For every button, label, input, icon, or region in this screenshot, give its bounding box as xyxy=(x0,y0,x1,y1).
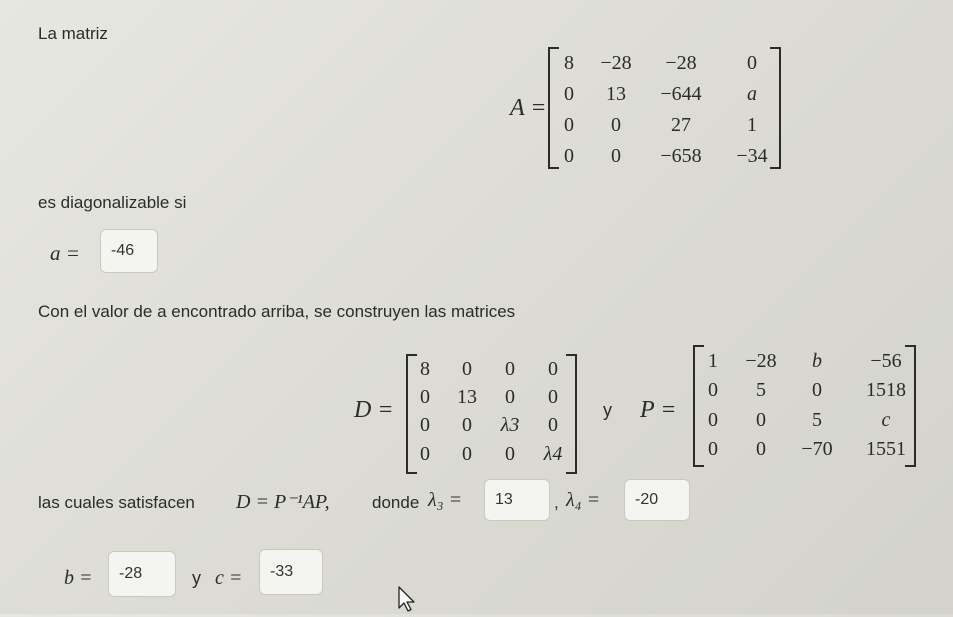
matrix-p-cell: −56 xyxy=(870,350,902,372)
matrix-d-cell: 0 xyxy=(462,414,472,436)
matrix-p-cell: 5 xyxy=(812,409,822,431)
equation-d-p-a-p: D = P⁻¹AP, xyxy=(236,491,330,513)
lambda3-answer-input[interactable] xyxy=(484,479,550,521)
matrix-a-cell: −28 xyxy=(665,52,697,74)
matrix-a-cell: 0 xyxy=(747,52,757,74)
matrix-d-label: D = xyxy=(354,397,394,423)
matrix-d-cell: λ3 xyxy=(500,414,520,436)
matrix-d-cell: λ4 xyxy=(543,443,563,465)
matrix-a-cell: −34 xyxy=(736,145,768,167)
matrix-p-cell: 0 xyxy=(756,438,766,460)
matrix-p-cell: b xyxy=(812,350,822,372)
matrix-d-cell: 0 xyxy=(548,358,558,380)
matrix-d-cell: 0 xyxy=(548,414,558,436)
matrix-p-cell: 0 xyxy=(756,409,766,431)
matrix-p-label: P = xyxy=(640,397,677,423)
matrix-d-cell: 0 xyxy=(462,443,472,465)
c-answer-value: -33 xyxy=(270,563,294,580)
matrix-a-cell: 13 xyxy=(606,83,626,105)
matrix-a-cell: 0 xyxy=(564,114,574,136)
matrix-p-cell: −28 xyxy=(745,350,777,372)
matrix-a-cell: 0 xyxy=(564,145,574,167)
lambda4-answer-value: -20 xyxy=(635,491,659,508)
conjunction-y: y xyxy=(603,400,612,420)
a-answer-value: -46 xyxy=(111,242,135,259)
conjunction-y-2: y xyxy=(192,568,201,588)
lambda4-label: λ₄ = xyxy=(566,489,601,511)
matrix-p-cell: 0 xyxy=(708,409,718,431)
matrix-a-cell: 0 xyxy=(611,114,621,136)
b-answer-input[interactable] xyxy=(108,551,176,597)
matrix-a-cell: −658 xyxy=(660,145,702,167)
matrix-a-cell: 0 xyxy=(564,83,574,105)
lambda3-answer-value: 13 xyxy=(495,491,513,508)
matrix-a-cell: 1 xyxy=(747,114,757,136)
matrix-p-cell: 1 xyxy=(708,350,718,372)
matrix-d-cell: 0 xyxy=(462,358,472,380)
diagonalizable-text: es diagonalizable si xyxy=(38,193,187,212)
matrix-d-cell: 0 xyxy=(505,386,515,408)
matrix-d-cell: 13 xyxy=(457,386,477,408)
lambda3-label: λ₃ = xyxy=(428,489,463,511)
matrix-p-cell: 0 xyxy=(812,379,822,401)
matrix-a-cell: −28 xyxy=(600,52,632,74)
matrix-a-cell: 8 xyxy=(564,52,574,74)
matrix-d-cell: 0 xyxy=(505,358,515,380)
matrix-d-cell: 0 xyxy=(505,443,515,465)
matrix-a-cell: 27 xyxy=(671,114,691,136)
a-label: a = xyxy=(50,241,80,265)
b-answer-value: -28 xyxy=(119,565,143,582)
matrix-d-cell: 0 xyxy=(420,414,430,436)
matrix-a-cell: −644 xyxy=(660,83,702,105)
matrix-p-cell: −70 xyxy=(801,438,833,460)
matrix-p-cell: 0 xyxy=(708,438,718,460)
c-label: c = xyxy=(215,567,243,589)
matrix-p-cell: 1551 xyxy=(866,438,906,460)
b-label: b = xyxy=(64,567,93,589)
matrix-d-cell: 0 xyxy=(420,386,430,408)
construct-text: Con el valor de a encontrado arriba, se construyen las matrices xyxy=(38,302,516,321)
matrix-a-cell: a xyxy=(747,83,757,105)
matrix-a-label: A = xyxy=(510,95,547,121)
matrix-p-cell: 1518 xyxy=(866,379,906,401)
matrix-d-cell: 0 xyxy=(548,386,558,408)
lambda4-answer-input[interactable] xyxy=(624,479,690,521)
matrix-d-cell: 8 xyxy=(420,358,430,380)
matrix-p-cell: 0 xyxy=(708,379,718,401)
matrix-p-cell: c xyxy=(881,409,891,431)
donde-text: donde xyxy=(372,493,420,512)
matrix-a-cell: 0 xyxy=(611,145,621,167)
a-answer-input[interactable] xyxy=(100,229,158,273)
comma-separator: , xyxy=(554,493,559,512)
c-answer-input[interactable] xyxy=(259,549,323,595)
satisfy-text: las cuales satisfacen xyxy=(38,493,195,512)
intro-text: La matriz xyxy=(38,24,108,43)
mouse-pointer-icon xyxy=(398,586,416,617)
matrix-p-cell: 5 xyxy=(756,379,766,401)
matrix-d-cell: 0 xyxy=(420,443,430,465)
